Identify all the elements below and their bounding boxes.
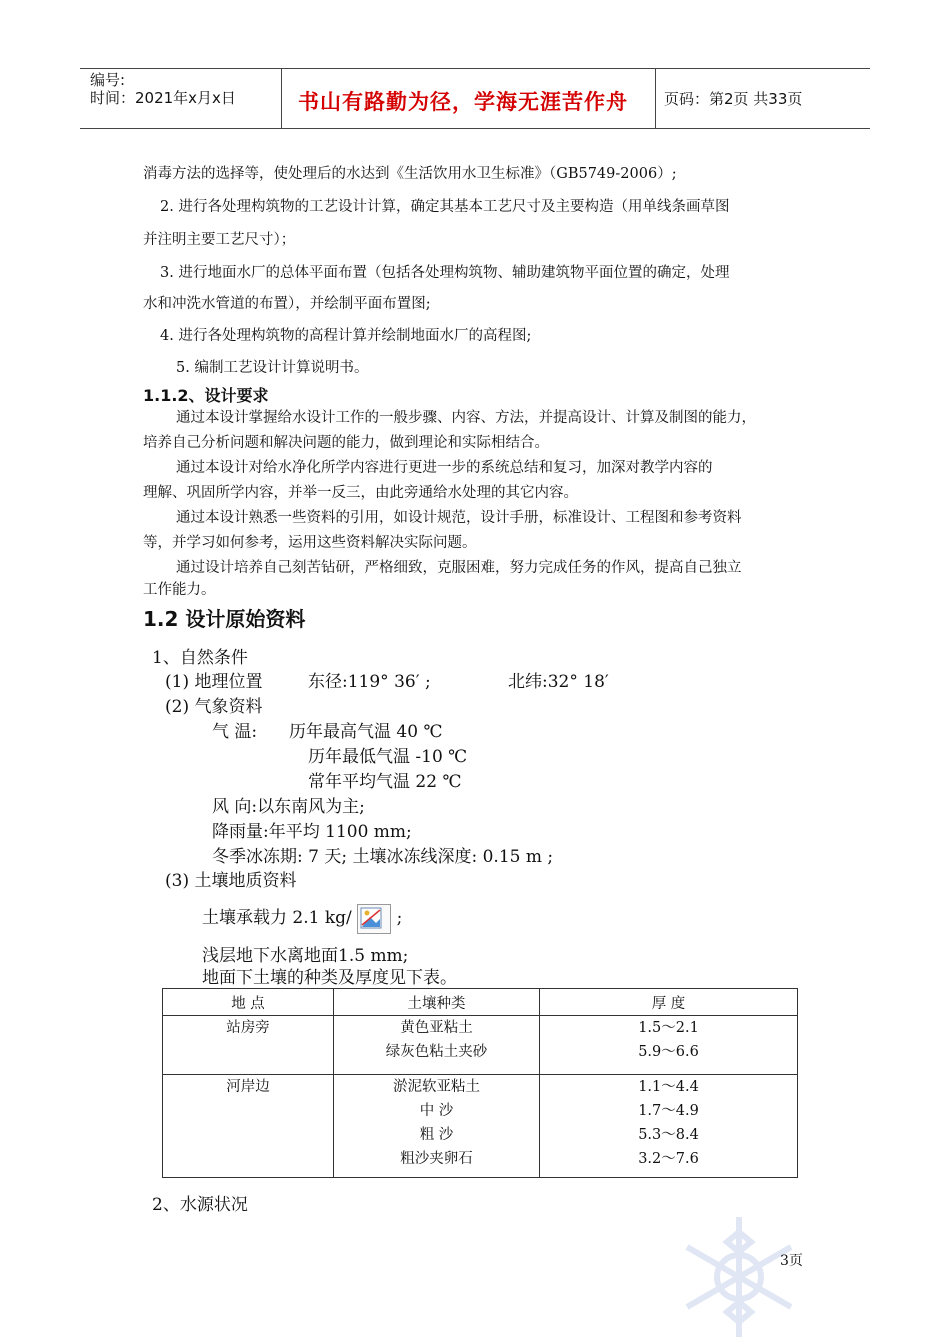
bearing-end: ; — [396, 908, 403, 928]
thickness-value: 1.5～2.1 — [638, 1020, 699, 1036]
thickness-value: 3.2～7.6 — [638, 1151, 699, 1167]
task-item-3a: 3. 进行地面水厂的总体平面布置（包括各处理构筑物、辅助建筑物平面位置的确定，处理 — [160, 265, 730, 281]
soil-table — [162, 988, 798, 1178]
natural-conditions-heading: 1、自然条件 — [152, 648, 248, 668]
thickness-value: 5.3～8.4 — [638, 1127, 699, 1143]
section-heading-112: 1.1.2、设计要求 — [143, 386, 269, 405]
broken-image-icon — [357, 904, 391, 934]
table-row — [163, 1016, 798, 1075]
temp-label: 气 温: — [212, 722, 258, 742]
location-cell — [163, 1075, 334, 1178]
bearing-text: 土壤承载力 2.1 kg/ — [202, 908, 352, 928]
soil-type: 粗 沙 — [419, 1127, 454, 1143]
thickness-value: 5.9～6.6 — [638, 1044, 699, 1060]
table-header-row — [163, 989, 798, 1016]
header-divider-1 — [281, 68, 282, 129]
task-item-2a: 2. 进行各处理构筑物的工艺设计计算，确定其基本工艺尺寸及主要构造（用单线条画草图 — [160, 199, 730, 215]
location-name: 河岸边 — [226, 1079, 270, 1095]
header-page-info: 页码：第2页 共33页 — [664, 90, 803, 108]
groundwater-depth: 浅层地下水离地面1.5 mm; — [202, 946, 409, 966]
soil-type-cell — [334, 1075, 540, 1178]
soil-type: 中 沙 — [419, 1103, 454, 1119]
section-heading-12: 1.2 设计原始资料 — [143, 607, 306, 631]
header-motto: 书山有路勤为径，学海无涯苦作舟 — [298, 90, 628, 114]
para-2a: 通过本设计对给水净化所学内容进行更进一步的系统总结和复习，加深对教学内容的 — [176, 460, 713, 476]
footer-page-number: 3页 — [780, 1253, 803, 1269]
column-header-location: 地 点 — [163, 989, 334, 1016]
header-time: 时间：2021年x月x日 — [90, 89, 236, 107]
weather-label: (2) 气象资料 — [165, 697, 263, 717]
table-intro: 地面下土壤的种类及厚度见下表。 — [202, 968, 457, 988]
frost-info: 冬季冰冻期: 7 天; 土壤冰冻线深度: 0.15 m ; — [212, 847, 554, 867]
soil-label: (3) 土壤地质资料 — [165, 871, 297, 891]
snowflake-watermark-icon — [672, 1210, 806, 1344]
soil-type: 淤泥软亚粘土 — [393, 1079, 480, 1095]
task-item-2b: 并注明主要工艺尺寸）； — [143, 232, 296, 248]
task-item-3b: 水和冲洗水管道的布置），并绘制平面布置图; — [143, 296, 431, 312]
para-3a: 通过本设计熟悉一些资料的引用，如设计规范，设计手册，标准设计、工程图和参考资料 — [176, 510, 742, 526]
header-number-label: 编号: — [90, 71, 126, 89]
para-1a: 通过本设计掌握给水设计工作的一般步骤、内容、方法，并提高设计、计算及制图的能力， — [176, 410, 756, 426]
table-row — [163, 1075, 798, 1178]
body-line-1: 消毒方法的选择等，使处理后的水达到《生活饮用水卫生标准》（GB5749-2006）; — [143, 166, 677, 182]
water-source-heading: 2、水源状况 — [152, 1195, 248, 1215]
header-divider-2 — [655, 68, 656, 129]
header-bottom-rule — [80, 128, 870, 129]
geo-label: (1) 地理位置 — [165, 672, 263, 692]
para-2b: 理解、巩固所学内容，并举一反三，由此旁通给水处理的其它内容。 — [143, 485, 578, 501]
bearing-capacity — [202, 903, 402, 934]
para-4a: 通过设计培养自己刻苦钻研，严格细致，克服困难，努力完成任务的作风，提高自己独立 — [176, 560, 742, 576]
thickness-value: 1.7～4.9 — [638, 1103, 699, 1119]
soil-type: 绿灰色粘土夹砂 — [385, 1044, 488, 1060]
wind-direction: 风 向:以东南风为主; — [212, 797, 365, 817]
geo-east: 东径:119° 36′ ; — [308, 672, 431, 692]
soil-type: 黄色亚粘土 — [400, 1020, 473, 1036]
thickness-cell — [540, 1016, 798, 1075]
temp-max: 历年最高气温 40 ℃ — [289, 722, 443, 742]
column-header-thickness: 厚 度 — [540, 989, 798, 1016]
column-header-soil-type: 土壤种类 — [334, 989, 540, 1016]
para-3b: 等，并学习如何参考，运用这些资料解决实际问题。 — [143, 535, 477, 551]
location-name: 站房旁 — [226, 1020, 270, 1036]
thickness-value: 1.1～4.4 — [638, 1079, 699, 1095]
thickness-cell — [540, 1075, 798, 1178]
temp-min: 历年最低气温 -10 ℃ — [308, 747, 468, 767]
geo-north: 北纬:32° 18′ — [508, 672, 609, 692]
temp-avg: 常年平均气温 22 ℃ — [308, 772, 462, 792]
soil-type-cell — [334, 1016, 540, 1075]
para-4b: 工作能力。 — [143, 582, 216, 598]
location-cell — [163, 1016, 334, 1075]
header-top-rule — [80, 68, 870, 69]
task-item-4: 4. 进行各处理构筑物的高程计算并绘制地面水厂的高程图; — [160, 328, 532, 344]
task-item-5: 5. 编制工艺设计计算说明书。 — [176, 360, 369, 376]
para-1b: 培养自己分析问题和解决问题的能力，做到理论和实际相结合。 — [143, 435, 549, 451]
rainfall: 降雨量:年平均 1100 mm; — [212, 822, 412, 842]
soil-type: 粗沙夹卵石 — [400, 1151, 473, 1167]
